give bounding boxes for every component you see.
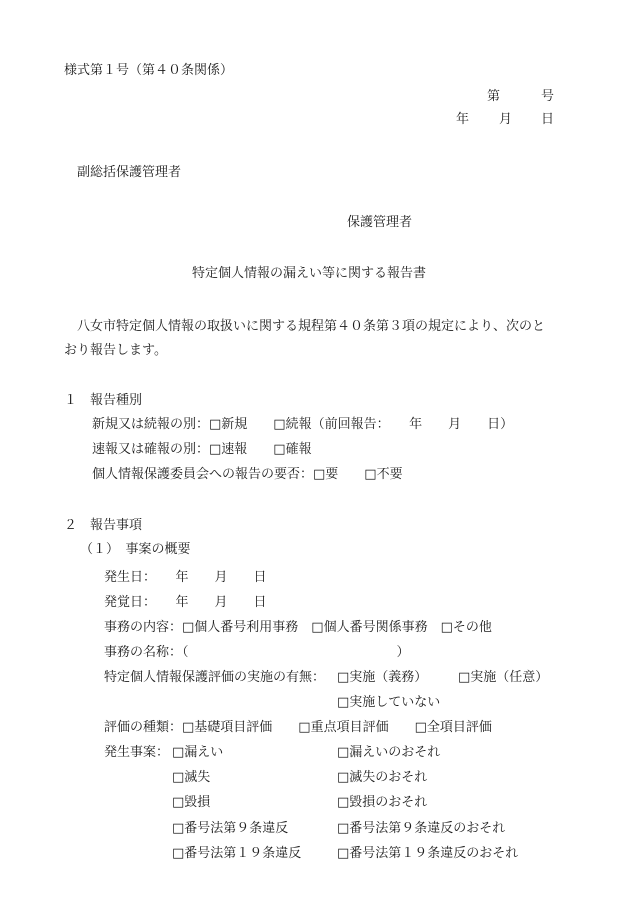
date-month: 月 <box>499 112 513 127</box>
incident-option: □漏えい <box>172 745 224 760</box>
date-day: 日 <box>541 112 555 127</box>
occurrence-date: 発生日： 年 月 日 <box>104 570 267 585</box>
incident-option: □毀損のおそれ <box>337 795 428 810</box>
body-line-1: 八女市特定個人情報の取扱いに関する規程第４０条第３項の規定により、次のと <box>77 319 546 334</box>
pia-label: 特定個人情報保護評価の実施の有無： <box>104 670 326 685</box>
pia-option-voluntary: □実施（任意） <box>458 670 549 685</box>
incident-option: □滅失のおそれ <box>337 770 428 785</box>
committee-report-necessity: 個人情報保護委員会への報告の要否：□要 □不要 <box>92 467 403 482</box>
pia-option-mandatory: □実施（義務） <box>337 670 428 685</box>
incident-option: □漏えいのおそれ <box>337 745 441 760</box>
body-line-2: おり報告します。 <box>64 343 167 358</box>
incident-option: □番号法第９条違反 <box>172 821 289 836</box>
section1-heading: １ 報告種別 <box>64 393 143 408</box>
incident-label: 発生事案： <box>104 745 170 760</box>
recipient: 副総括保護管理者 <box>77 165 182 180</box>
incident-option: □番号法第１９条違反 <box>172 846 302 861</box>
discovery-date: 発覚日： 年 月 日 <box>104 595 267 610</box>
section2-sub1: （１） 事案の概要 <box>80 542 191 557</box>
sender: 保護管理者 <box>347 215 413 230</box>
incident-option: □毀損 <box>172 795 211 810</box>
incident-option: □番号法第９条違反のおそれ <box>337 821 506 836</box>
report-type-new-or-continued: 新規又は続報の別：□新規 □続報（前回報告： 年 月 日） <box>92 417 514 432</box>
pia-option-not-done: □実施していない <box>337 695 441 710</box>
number-dai: 第 <box>487 89 501 104</box>
date-year: 年 <box>456 112 470 127</box>
report-type-preliminary-or-final: 速報又は確報の別：□速報 □確報 <box>92 442 312 457</box>
document-title: 特定個人情報の漏えい等に関する報告書 <box>192 266 427 281</box>
incident-option: □番号法第１９条違反のおそれ <box>337 846 519 861</box>
work-content: 事務の内容：□個人番号利用事務 □個人番号関係事務 □その他 <box>104 620 492 635</box>
form-number: 様式第１号（第４０条関係） <box>64 63 234 78</box>
incident-option: □滅失 <box>172 770 211 785</box>
section2-heading: ２ 報告事項 <box>64 518 143 533</box>
evaluation-type: 評価の種類：□基礎項目評価 □重点項目評価 □全項目評価 <box>104 720 492 735</box>
work-name: 事務の名称：（ ） <box>104 645 410 660</box>
number-go: 号 <box>541 89 555 104</box>
